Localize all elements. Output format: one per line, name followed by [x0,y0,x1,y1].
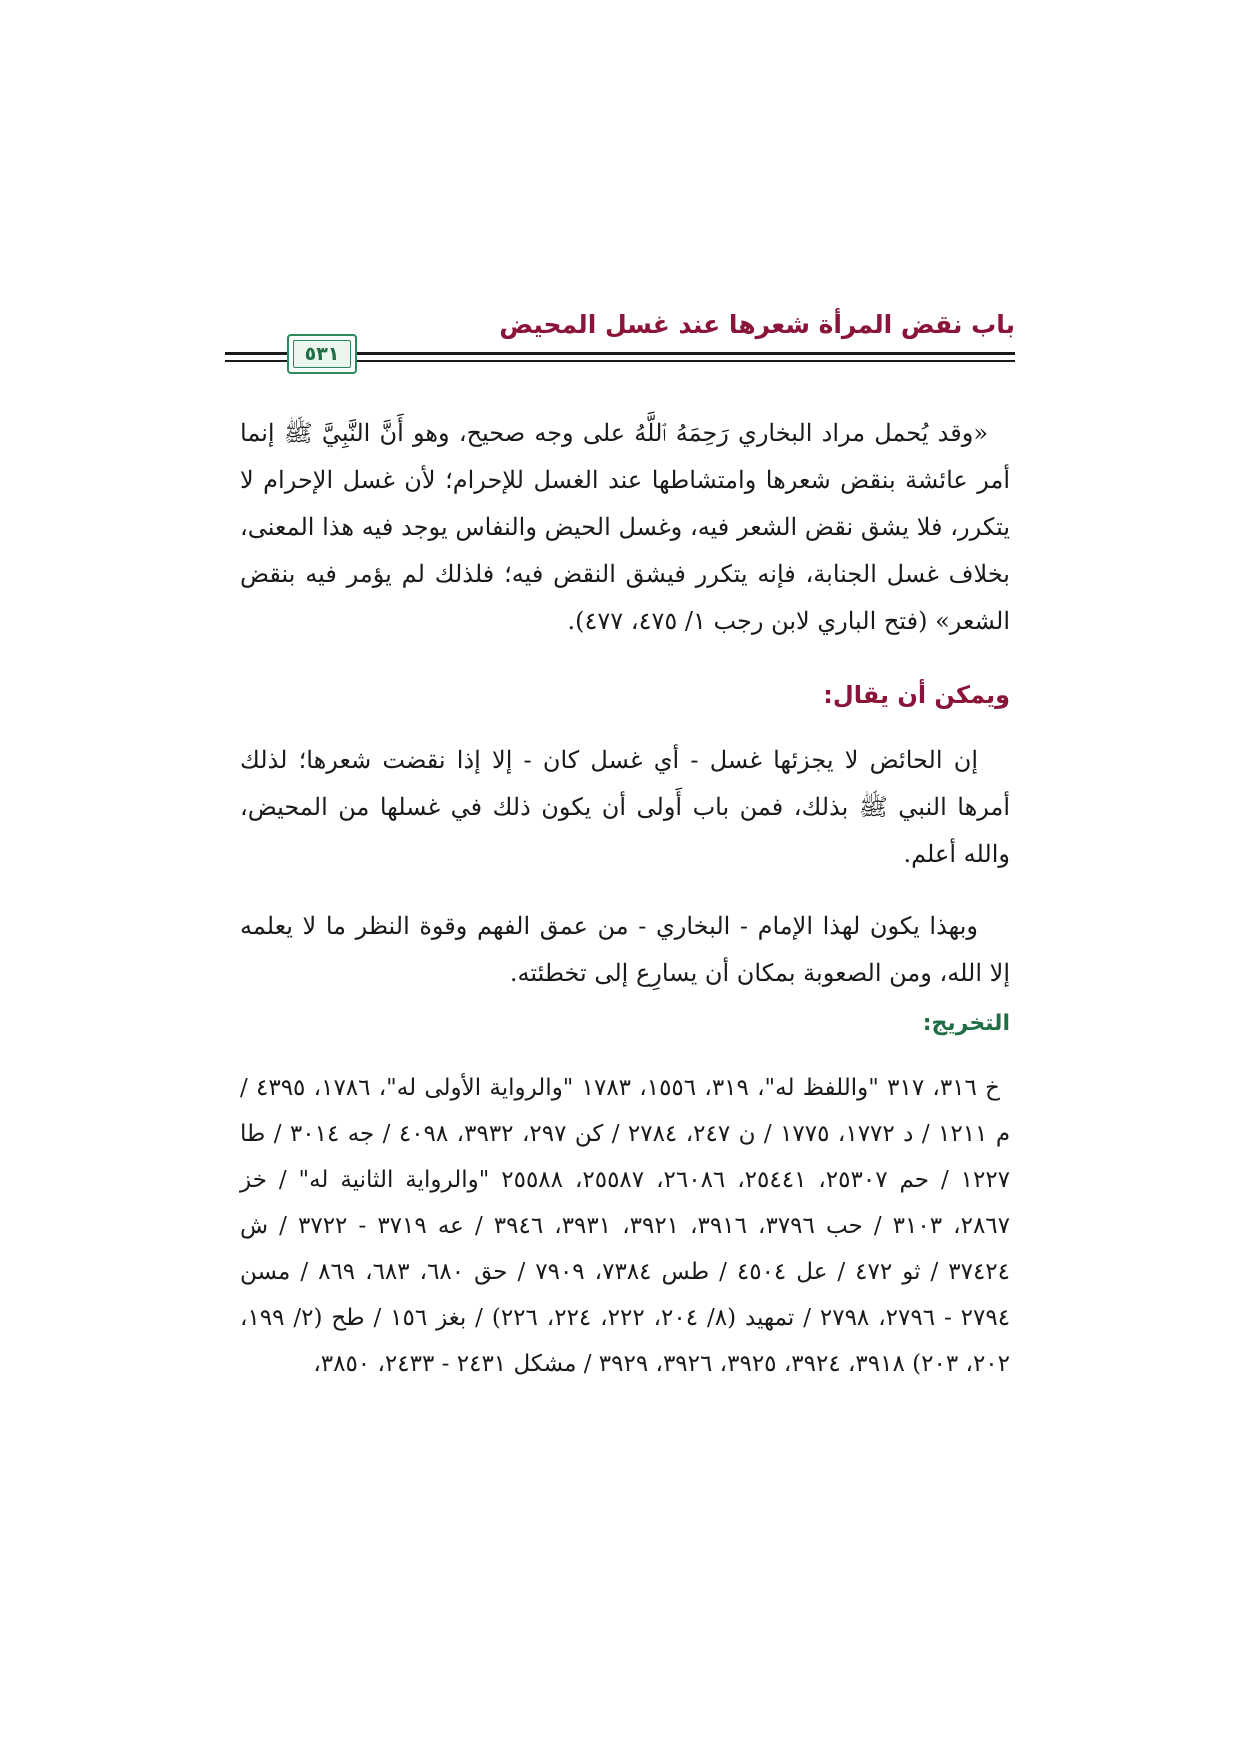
page-number: ٥٣١ [304,343,340,365]
subheading: ويمكن أن يقال: [823,681,1010,709]
answer-block [240,737,1010,878]
references-paragraph: خ ٣١٦، ٣١٧ "واللفظ له"، ٣١٩، ١٥٥٦، ١٧٨٣ "والرواية الأولى له"، ١٧٨٦، ٤٣٩٥ / م ١٢١١ / د ١٧٧٢، ١٧٧٥ / ن ٢٤٧، ٢٧٨٤ / كن ٢٩٧، ٣٩٣٢، ٤٠٩٨ / جه ٣٠١٤ / طا ١٢٢٧ / حم ٢٥٣٠٧، ٢٥٤٤١، ٢٦٠٨٦، ٢٥٥٨٧، ٢٥٥٨٨ "والرواية الثانية له" / خز ٢٨٦٧، ٣١٠٣ / حب ٣٧٩٦، ٣٩١٦، ٣٩٢١، ٣٩٣١، ٣٩٤٦ / عه ٣٧١٩ - ٣٧٢٢ / ش ٣٧٤٢٤ / ثو ٤٧٢ / عل ٤٥٠٤ / طس ٧٣٨٤، ٧٩٠٩ / حق ٦٨٠، ٦٨٣، ٨٦٩ / مسن ٢٧٩٤ - ٢٧٩٦، ٢٧٩٨ / تمهيد (٨/ ٢٠٤، ٢٢٢، ٢٢٤، ٢٢٦) / بغز ١٥٦ / طح (٢/ ١٩٩، ٢٠٢، ٢٠٣) ٣٩١٨، ٣٩٢٤، ٣٩٢٥، ٣٩٢٦، ٣٩٢٩ / مشكل ٢٤٣١ - ٢٤٣٣، ٣٨٥٠، [240,1075,1011,1377]
conclusion-paragraph: وبهذا يكون لهذا الإمام - البخاري - من عمق الفهم وقوة النظر ما لا يعلمه إلا الله، ومن الصعوبة بمكان أن يسارِع إلى تخطئته. [240,912,1010,987]
answer-paragraph: إن الحائض لا يجزئها غسل - أي غسل كان - إلا إذا نقضت شعرها؛ لذلك أمرها النبي ﷺ بذلك، فمن باب أَولى أن يكون ذلك في غسلها من المحيض، والله أعلم. [240,746,1010,868]
quote-block [240,410,1010,645]
chapter-title: باب نقض المرأة شعرها عند غسل المحيض [499,310,1015,339]
page-number-badge [287,334,357,374]
takhrij-heading: التخريج: [922,1011,1010,1036]
references-block [240,1065,1010,1387]
conclusion-block [240,903,1010,997]
quote-paragraph: «وقد يُحمل مراد البخاري رَحِمَهُ ٱللَّهُ على وجه صحيح، وهو أَنَّ النَّبِيَّ ﷺ إنما أمر عائشة بنقض شعرها وامتشاطها عند الغسل للإحرام؛ لأن غسل الإحرام لا يتكرر، فلا يشق نقض الشعر فيه، وغسل الحيض والنفاس يوجد فيه هذا المعنى، بخلاف غسل الجنابة، فإنه يتكرر فيشق النقض فيه؛ فلذلك لم يؤمر فيه بنقض الشعر» (فتح الباري لابن رجب ١/ ٤٧٥، ٤٧٧). [240,419,1010,635]
